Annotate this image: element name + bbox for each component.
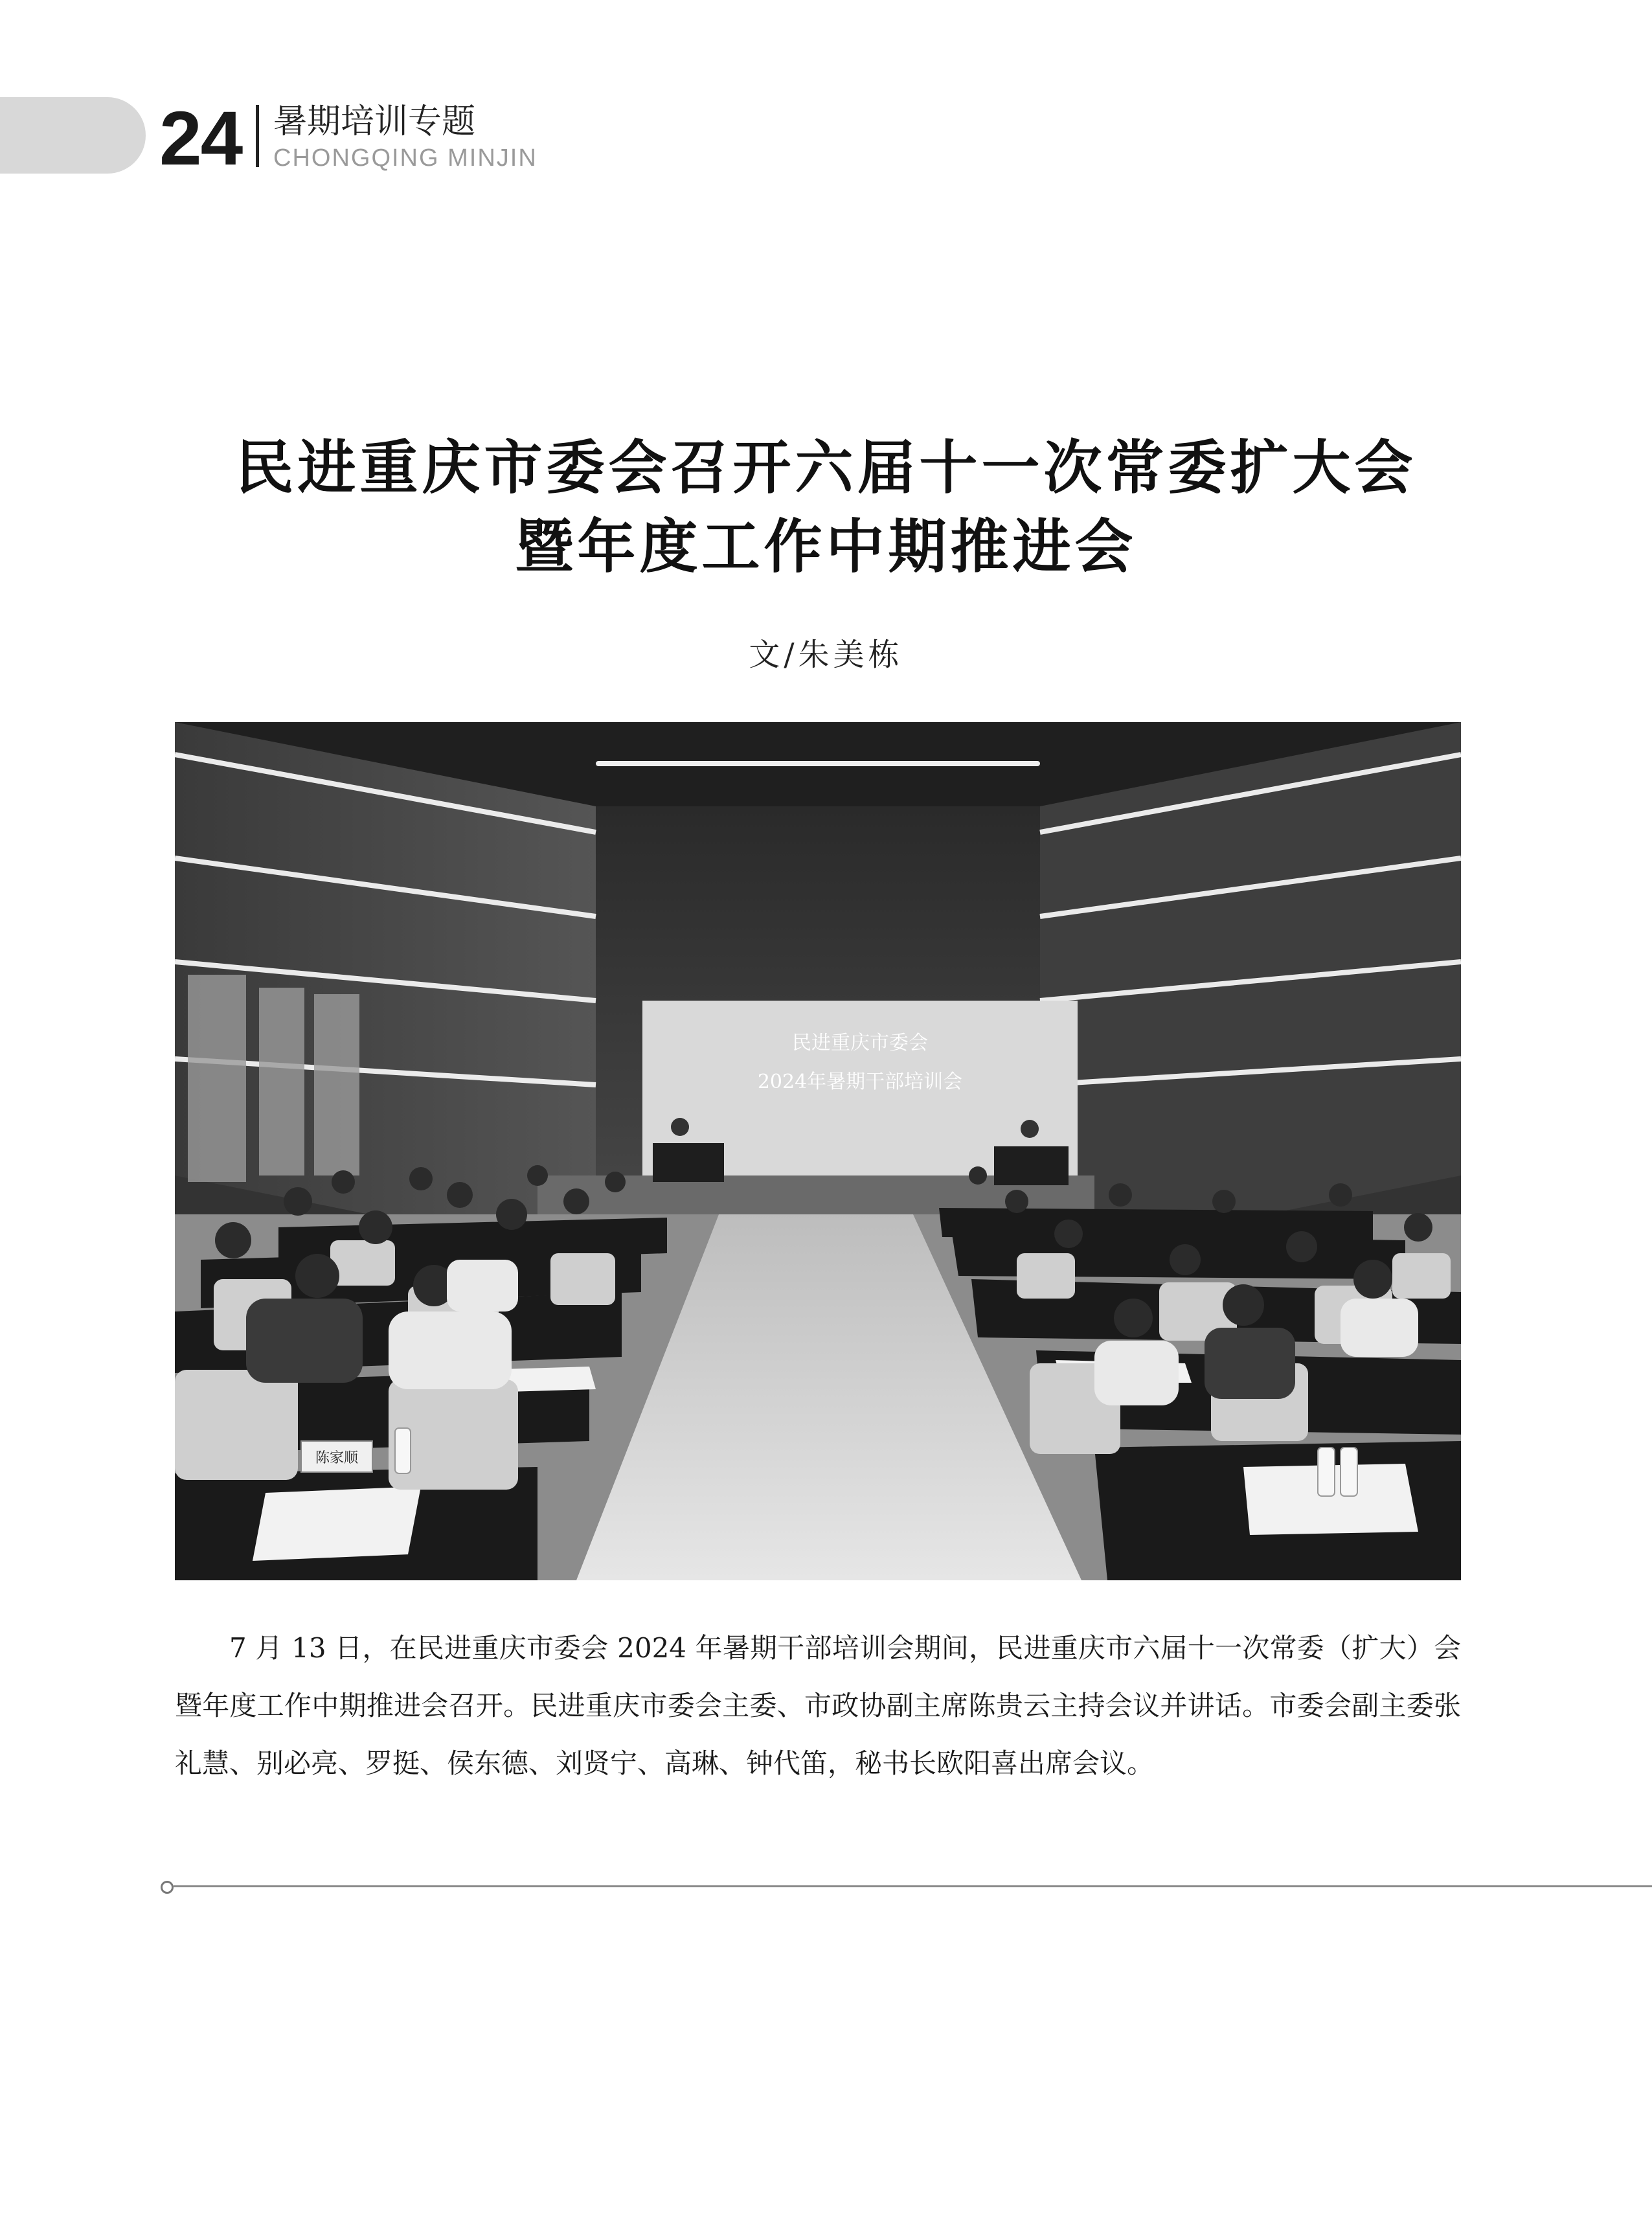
page-number: 24 <box>159 96 242 181</box>
magazine-name: CHONGQING MINJIN <box>273 144 537 172</box>
article-title-line2: 暨年度工作中期推进会 <box>515 513 1137 581</box>
article-byline: 文/朱美栋 <box>749 637 903 673</box>
header-divider <box>256 105 259 167</box>
screen-text-line1: 民进重庆市委会 <box>792 1032 928 1054</box>
article-title-line1: 民进重庆市委会召开六届十一次常委扩大会 <box>235 434 1417 502</box>
header-tab <box>0 97 146 174</box>
meeting-photo <box>175 722 1461 1580</box>
footer-rule-dot <box>161 1881 174 1894</box>
article-body: 7 月 13 日，在民进重庆市委会 2024 年暑期干部培训会期间，民进重庆市六届十一次常委（扩大）会暨年度工作中期推进会召开。民进重庆市委会主委、市政协副主席陈贵云主持会议并讲话。市委会副主委张礼慧、别必亮、罗挺、侯东德、刘贤宁、高琳、钟代笛，秘书长欧阳喜出席会议。 <box>175 1632 1461 1779</box>
screen-text-line2: 2024年暑期干部培训会 <box>757 1071 963 1093</box>
footer-rule <box>174 1885 1652 1887</box>
name-card-text: 陈家顺 <box>315 1450 359 1466</box>
section-title: 暑期培训专题 <box>273 102 476 141</box>
